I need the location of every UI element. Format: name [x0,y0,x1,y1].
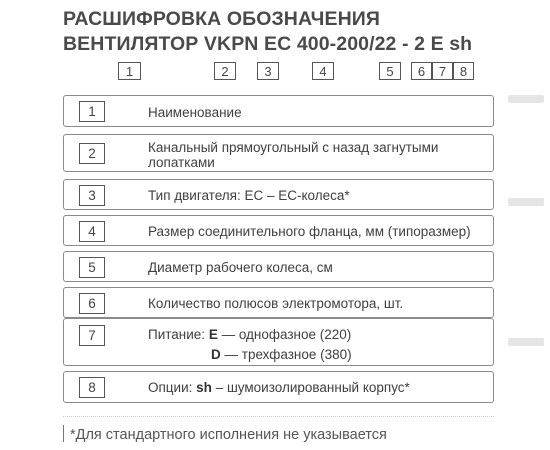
row-number: 4 [79,221,105,242]
watermark-icon [508,195,544,209]
watermark-icon [508,335,544,349]
row-text [148,325,352,365]
legend-row-8 [63,371,494,403]
supply-code-d: D [211,347,221,362]
index-box-7: 7 [432,62,453,80]
row-number: 2 [79,143,105,164]
row-number: 8 [79,377,105,398]
index-box-4: 4 [312,62,334,80]
options-text: – шумоизолированный корпус* [215,380,410,395]
footnote: *Для стандартного исполнения не указывается [63,425,387,443]
row-number: 6 [79,293,105,314]
index-box-1: 1 [118,62,141,80]
row-text: Количество полюсов электромотора, шт. [148,296,404,311]
legend-row-5 [63,251,494,282]
row-text: Диаметр рабочего колеса, см [148,260,333,275]
index-box-5: 5 [379,62,401,80]
legend-row-4 [63,215,494,246]
row-text [148,380,410,395]
legend-row-7 [63,318,494,366]
row-number: 7 [79,325,105,346]
index-box-8: 8 [453,62,474,80]
options-code: sh [196,380,212,395]
supply-text-e: — однофазное (220) [221,327,352,342]
options-label: Опции: [148,380,193,395]
supply-text-d: — трехфазное (380) [224,347,352,362]
supply-label: Питание: [148,327,206,342]
row-number: 3 [79,185,105,206]
row-number: 5 [79,257,105,278]
footnote-bar [63,425,64,442]
row-text: Наименование [148,105,242,120]
legend-row-6 [63,287,494,318]
page-title-line-2: ВЕНТИЛЯТОР VKPN EC 400-200/22 - 2 E sh [63,33,473,55]
divider [63,416,494,417]
index-box-2: 2 [214,62,236,80]
legend-row-2 [63,134,494,172]
row-text: Тип двигателя: ЕС – ЕС-колеса* [148,188,350,203]
row-number: 1 [79,101,105,122]
watermark-icon [508,92,544,106]
page-title-line-1: РАСШИФРОВКА ОБОЗНАЧЕНИЯ [63,8,380,30]
legend-row-1 [63,95,494,127]
legend-row-3 [63,179,494,210]
index-box-6: 6 [411,62,432,80]
row-text: Канальный прямоугольный с назад загнутыми лопатками [148,140,439,170]
index-box-3: 3 [257,62,279,80]
supply-code-e: E [208,327,218,342]
row-text: Размер соединительного фланца, мм (типоразмер) [148,224,471,239]
